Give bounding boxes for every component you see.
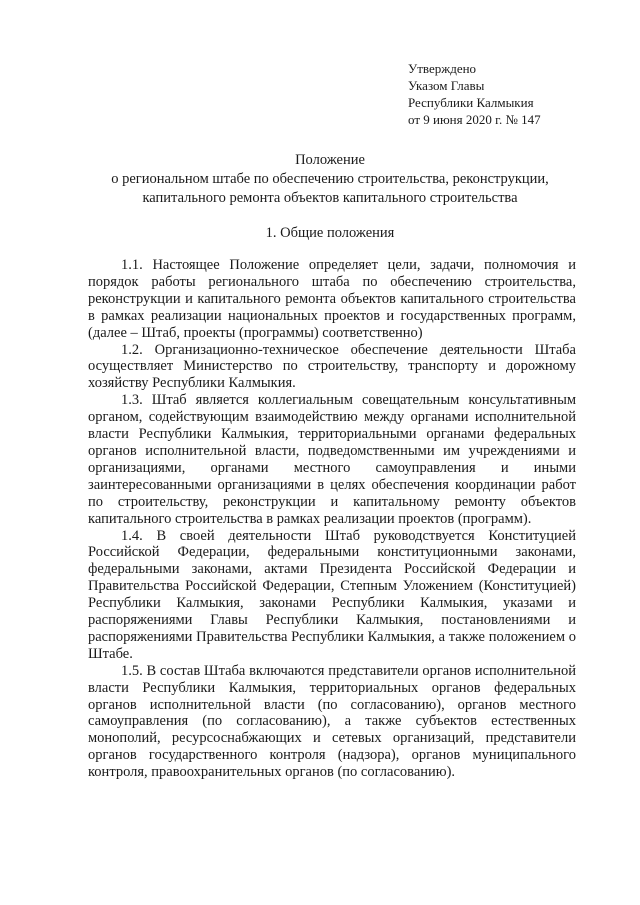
approval-line: Указом Главы [408, 78, 485, 93]
paragraph-1-4: 1.4. В своей деятельности Штаб руководствуется Конституцией Российской Федерации, федеральными конституционными законами, федеральными законами, актами Президента Российской Федерации и Правительства Российской Федерации, Степным Уложением (Конституцией) Республики Калмыкия, законами Республики Калмыкия, указами и распоряжениями Главы Республики Калмыкия, постановлениями и распоряжениями Правительства Республики Калмыкия, а также положением о Штабе. [88, 527, 576, 662]
title-line: Положение [295, 152, 365, 168]
approval-line: Утверждено [408, 61, 477, 76]
title-line: о региональном штабе по обеспечению строительства, реконструкции, [111, 171, 549, 187]
document-title [80, 151, 580, 208]
paragraph-1-1: 1.1. Настоящее Положение определяет цели, задачи, полномочия и порядок работы регионального штаба по обеспечению строительства, реконструкции и капитального ремонта объектов капитального строительства в рамках реализации национальных проектов и государственных программ, (далее – Штаб, проекты (программы) соответственно) [88, 257, 576, 341]
approval-line: от 9 июня 2020 г. № 147 [408, 112, 541, 127]
paragraph-1-5: 1.5. В состав Штаба включаются представители органов исполнительной власти Республики Калмыкия, территориальных органов федеральных органов исполнительной власти (по согласованию), органов местного самоуправления (по согласованию), а также субъектов естественных монополий, ресурсоснабжающих и сетевых организаций, представители органов государственного контроля (надзора), органов муниципального контроля, правоохранительных органов (по согласованию). [88, 662, 576, 781]
approval-line: Республики Калмыкия [408, 95, 534, 110]
approval-stamp [408, 60, 541, 128]
document-body [88, 257, 576, 781]
paragraph-1-2: 1.2. Организационно-техническое обеспечение деятельности Штаба осуществляет Министерство по строительству, транспорту и дорожному хозяйству Республики Калмыкия. [88, 341, 576, 392]
paragraph-1-3: 1.3. Штаб является коллегиальным совещательным консультативным органом, содействующим взаимодействию между органами исполнительной власти Республики Калмыкия, территориальными органами федеральных органов исполнительной власти, подведомственными им учреждениями и организациями, органами местного самоуправления и иными заинтересованными организациями в целях обеспечения координации работ по строительству, реконструкции и капитальному ремонту объектов капитального строительства в рамках реализации проектов (программ). [88, 392, 576, 527]
title-line: капитального ремонта объектов капитального строительства [142, 190, 518, 206]
section-heading: 1. Общие положения [265, 225, 395, 241]
